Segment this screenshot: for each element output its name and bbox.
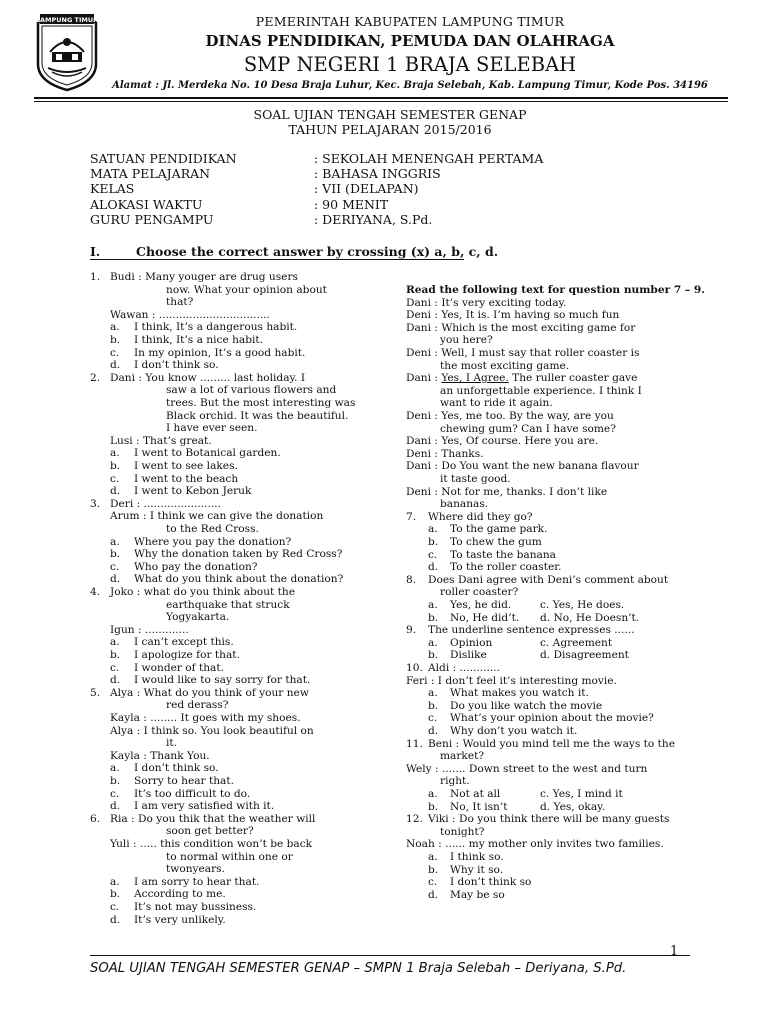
option-text: Why it so.	[450, 863, 504, 876]
question-text: Where did they go?	[428, 510, 533, 523]
question-text: Viki : Do you think there will be many guests	[428, 813, 670, 826]
question-line: Yogyakarta.	[166, 611, 230, 624]
question-line: Dani : Yes, Of course. Here you are.	[406, 435, 599, 448]
option-letter: a.	[110, 535, 120, 548]
question-line: tonight?	[440, 825, 485, 838]
question-line: earthquake that struck	[166, 598, 290, 611]
question-number: 12.	[406, 813, 423, 826]
info-value: : VII (DELAPAN)	[314, 181, 419, 197]
option-text: I am very satisfied with it.	[134, 800, 275, 813]
question-line: Deni : Not for me, thanks. I don’t like	[406, 485, 608, 498]
question-number: 4.	[90, 586, 101, 598]
question-line: an unforgettable experience. I think I	[440, 384, 642, 397]
question-text: Aldi : ............	[428, 662, 500, 674]
page-footer: SOAL UJIAN TENGAH SEMESTER GENAP – SMPN 1 Braja Selebah – Deriyana, S.Pd.	[90, 961, 627, 976]
department-name: DINAS PENDIDIKAN, PEMUDA DAN OLAHRAGA	[205, 32, 615, 50]
question-number: 7.	[406, 510, 417, 523]
question-line: Noah : ...... my mother only invites two families.	[406, 838, 664, 851]
option-letter: a.	[428, 523, 438, 536]
option-text-second: d. No, He Doesn’t.	[540, 611, 640, 624]
question-line: Wely : ....... Down street to the west and turn	[406, 762, 648, 775]
option-letter: b.	[110, 548, 121, 561]
option-text: Who pay the donation?	[134, 560, 258, 573]
question-line: bananas.	[440, 498, 489, 511]
option-text: I can’t except this.	[134, 636, 234, 649]
letterhead-rule-thin	[34, 101, 728, 102]
question-text: Deri : .......................	[110, 497, 221, 510]
option-text: I went to the beach	[134, 472, 239, 485]
question-line: the most exciting game.	[440, 359, 570, 372]
exam-title: SOAL UJIAN TENGAH SEMESTER GENAP	[253, 107, 527, 122]
option-text: Not at all	[450, 788, 501, 800]
option-text: It’s too difficult to do.	[134, 787, 251, 800]
question-line: red derass?	[166, 699, 229, 712]
question-line: Dani : Which is the most exciting game for	[406, 321, 636, 334]
question-line: Black orchid. It was the beautiful.	[166, 409, 349, 422]
question-line: Deni : Thanks.	[406, 447, 484, 460]
question-line: Dani : It’s very exciting today.	[406, 296, 567, 309]
option-letter: b.	[428, 536, 439, 548]
option-letter: b.	[110, 334, 121, 346]
question-number: 8.	[406, 573, 417, 586]
info-label: SATUAN PENDIDIKAN	[90, 151, 237, 166]
question-text: Dani : You know ......... last holiday. I	[110, 371, 306, 384]
footer-rule	[90, 955, 690, 956]
question-line: Igun : .............	[110, 623, 189, 636]
question-line: right.	[440, 775, 470, 788]
question-line: roller coaster?	[440, 586, 519, 599]
option-letter: a.	[428, 851, 438, 863]
option-text: I would like to say sorry for that.	[134, 674, 311, 687]
option-text: Dislike	[450, 649, 487, 662]
option-letter: c.	[110, 472, 120, 485]
option-text: To the roller coaster.	[450, 561, 562, 574]
option-text: I don’t think so	[450, 876, 532, 889]
option-letter: d.	[110, 359, 121, 372]
option-letter: a.	[110, 875, 120, 888]
question-line: Dani : Do You want the new banana flavour	[406, 460, 639, 473]
question-number: 11.	[406, 737, 423, 750]
option-letter: d.	[110, 913, 121, 926]
question-text: The underline sentence expresses ......	[428, 624, 635, 637]
option-letter: a.	[428, 788, 438, 800]
option-text: No, It isn’t	[450, 800, 508, 813]
government-name: PEMERINTAH KABUPATEN LAMPUNG TIMUR	[255, 14, 565, 29]
question-text: Joko : what do you think about the	[110, 586, 295, 598]
option-text: I went to Kebon Jeruk	[134, 485, 252, 498]
question-line: trees. But the most interesting was	[166, 397, 356, 409]
question-line: I have ever seen.	[166, 422, 258, 435]
letterhead-rule-thick	[34, 97, 728, 99]
option-letter: a.	[110, 321, 120, 334]
option-letter: c.	[110, 560, 120, 573]
question-text: Beni : Would you mind tell me the ways to the	[428, 737, 676, 750]
option-letter: d.	[428, 561, 439, 574]
logo-text: LAMPUNG TIMUR	[35, 16, 99, 24]
question-number: 3.	[90, 497, 101, 510]
question-line: Read the following text for question number 7 – 9.	[406, 284, 705, 296]
option-text: To the game park.	[450, 523, 548, 536]
option-letter: a.	[428, 599, 438, 611]
option-text: Where you pay the donation?	[134, 535, 292, 548]
question-line: chewing gum? Can I have some?	[440, 422, 616, 435]
option-letter: c.	[110, 661, 120, 674]
question-text: Ria : Do you thik that the weather will	[110, 812, 316, 825]
option-letter: a.	[428, 687, 438, 700]
question-line: Alya : I think so. You look beautiful on	[110, 724, 314, 737]
option-text: I wonder of that.	[134, 661, 224, 674]
question-line: to the Red Cross.	[166, 523, 259, 535]
option-letter: d.	[110, 674, 121, 687]
section-underline	[90, 259, 464, 260]
question-text: Budi : Many youger are drug users	[110, 271, 298, 283]
info-value: : BAHASA INGGRIS	[314, 166, 441, 182]
option-text: To taste the banana	[450, 548, 556, 561]
option-text-second: c. Yes, I mind it	[540, 788, 623, 800]
section-number: I.	[90, 244, 101, 259]
info-label: ALOKASI WAKTU	[90, 196, 203, 212]
info-label: KELAS	[90, 181, 135, 197]
question-text: Does Dani agree with Deni’s comment about	[428, 573, 669, 586]
question-number: 9.	[406, 624, 417, 637]
option-text: I am sorry to hear that.	[134, 875, 260, 888]
question-line: Arum : I think we can give the donation	[110, 510, 324, 523]
option-letter: b.	[428, 649, 439, 662]
option-letter: c.	[428, 876, 438, 889]
option-text: I think, It’s a nice habit.	[134, 334, 264, 346]
question-line: twonyears.	[166, 863, 225, 876]
option-text: Opinion	[450, 636, 493, 649]
question-number: 10.	[406, 662, 423, 674]
option-text: May be so	[450, 888, 505, 901]
option-letter: a.	[428, 636, 438, 649]
option-text: I went to see lakes.	[134, 460, 238, 472]
exam-year: TAHUN PELAJARAN 2015/2016	[288, 122, 492, 137]
option-text-second: c. Agreement	[540, 636, 613, 649]
option-text: I don’t think so.	[134, 359, 219, 372]
question-line: saw a lot of various flowers and	[166, 384, 337, 397]
option-text: To chew the gum	[450, 536, 542, 548]
option-letter: c.	[110, 346, 120, 359]
option-text: Why the donation taken by Red Cross?	[134, 548, 343, 561]
option-text: What’s your opinion about the movie?	[450, 712, 654, 725]
option-letter: c.	[428, 548, 438, 561]
option-text-second: c. Yes, He does.	[540, 599, 625, 611]
option-text: According to me.	[134, 888, 226, 901]
option-letter: d.	[428, 888, 439, 901]
question-line: now. What your opinion about	[166, 283, 327, 296]
question-line: Feri : I don’t feel it’s interesting movie.	[406, 674, 617, 687]
question-line: to normal within one or	[166, 850, 293, 863]
option-letter: b.	[428, 699, 439, 712]
option-text: It’s very unlikely.	[134, 913, 226, 926]
question-line: Dani : Yes, I Agree. The ruller coaster gave	[406, 372, 638, 385]
question-line: Kayla : ........ It goes with my shoes.	[110, 712, 301, 724]
option-letter: b.	[110, 775, 121, 787]
option-text: It’s not may bussiness.	[134, 901, 257, 913]
option-text-second: d. Disagreement	[540, 649, 629, 662]
question-line: that?	[166, 296, 194, 309]
option-letter: c.	[110, 787, 120, 800]
option-letter: b.	[110, 649, 121, 661]
question-line: Kayla : Thank You.	[110, 749, 210, 762]
info-label: MATA PELAJARAN	[90, 166, 211, 182]
question-line: Lusi : That’s great.	[110, 434, 212, 447]
option-text: In my opinion, It’s a good habit.	[134, 346, 306, 359]
option-letter: a.	[110, 636, 120, 649]
option-letter: d.	[110, 485, 121, 498]
question-line: Deni : Well, I must say that roller coaster is	[406, 347, 640, 359]
option-letter: a.	[110, 762, 120, 775]
option-letter: b.	[110, 888, 121, 901]
question-line: market?	[440, 750, 485, 763]
option-text: What makes you watch it.	[450, 687, 589, 700]
page-number: 1	[670, 944, 679, 959]
question-line: soon get better?	[166, 825, 254, 838]
info-label: GURU PENGAMPU	[90, 211, 214, 227]
question-line: Yuli : ..... this condition won’t be back	[110, 838, 313, 850]
question-line: it taste good.	[440, 473, 511, 485]
question-line: Wawan : .................................	[110, 308, 270, 321]
question-line: you here?	[440, 334, 493, 347]
option-text: Sorry to hear that.	[134, 775, 234, 787]
option-letter: c.	[428, 712, 438, 725]
option-text: I don’t think so.	[134, 762, 219, 775]
info-value: : DERIYANA, S.Pd.	[314, 211, 433, 227]
option-text-second: d. Yes, okay.	[540, 800, 606, 813]
option-text: What do you think about the donation?	[134, 573, 344, 586]
option-text: I think, It’s a dangerous habit.	[134, 321, 298, 334]
info-value: : SEKOLAH MENENGAH PERTAMA	[314, 151, 544, 166]
section-instruction: Choose the correct answer by crossing (x) a, b, c, d.	[136, 244, 499, 259]
option-text: No, He did’t.	[450, 611, 520, 624]
option-text: Why don’t you watch it.	[450, 725, 578, 737]
option-text: I went to Botanical garden.	[134, 447, 281, 460]
option-letter: b.	[428, 863, 439, 876]
info-value: : 90 MENIT	[314, 196, 389, 212]
school-name: SMP NEGERI 1 BRAJA SELEBAH	[243, 53, 577, 76]
question-line: want to ride it again.	[440, 397, 553, 410]
option-letter: d.	[110, 800, 121, 813]
question-line: it.	[166, 737, 178, 750]
option-text: Do you like watch the movie	[450, 699, 603, 712]
regency-emblem-logo	[34, 12, 100, 92]
question-line: Deni : Yes, me too. By the way, are you	[406, 410, 614, 422]
question-text: Alya : What do you think of your new	[110, 686, 309, 699]
option-letter: d.	[428, 725, 439, 737]
option-text: Yes, he did.	[450, 599, 512, 611]
question-number: 2.	[90, 371, 101, 384]
option-letter: b.	[428, 800, 439, 813]
option-letter: a.	[110, 447, 120, 460]
question-number: 6.	[90, 812, 101, 825]
question-number: 5.	[90, 686, 101, 699]
option-letter: b.	[428, 611, 439, 624]
option-text: I apologize for that.	[134, 649, 240, 661]
option-letter: b.	[110, 460, 121, 472]
question-number: 1.	[90, 271, 101, 283]
option-letter: d.	[110, 573, 121, 586]
question-line: Deni : Yes, It is. I’m having so much fun	[406, 309, 620, 322]
option-text: I think so.	[450, 851, 504, 863]
option-letter: c.	[110, 901, 120, 913]
school-address: Alamat : Jl. Merdeka No. 10 Desa Braja Luhur, Kec. Braja Selebah, Kab. Lampung Timur, Kode Pos. 34196	[112, 80, 708, 91]
